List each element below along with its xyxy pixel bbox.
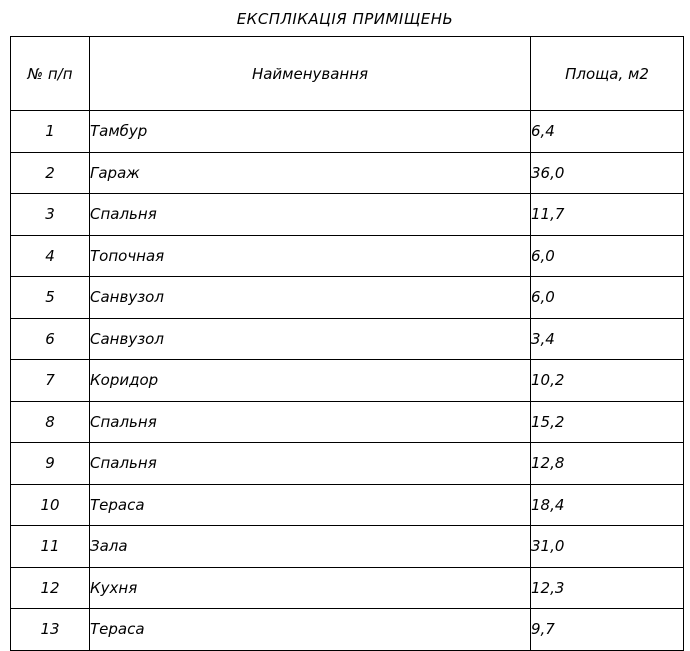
table-row: [11, 152, 684, 194]
room-area: 12,3: [531, 567, 684, 609]
table-row: [11, 235, 684, 277]
row-number: 11: [11, 526, 90, 568]
room-area: 9,7: [531, 609, 684, 651]
table-row: [11, 609, 684, 651]
table-row: [11, 567, 684, 609]
row-number: 12: [11, 567, 90, 609]
row-number: 1: [11, 111, 90, 153]
room-area: 3,4: [531, 318, 684, 360]
room-area: 12,8: [531, 443, 684, 485]
row-number: 13: [11, 609, 90, 651]
column-header-area: Площа, м2: [531, 37, 684, 111]
room-explication-table: [10, 36, 684, 651]
room-name: Спальня: [90, 401, 531, 443]
room-name: Коридор: [90, 360, 531, 402]
row-number: 10: [11, 484, 90, 526]
room-area: 6,0: [531, 235, 684, 277]
room-area: 36,0: [531, 152, 684, 194]
table-row: [11, 111, 684, 153]
room-name: Тераса: [90, 484, 531, 526]
table-title: ЕКСПЛІКАЦІЯ ПРИМІЩЕНЬ: [236, 10, 454, 28]
room-name: Санвузол: [90, 277, 531, 319]
row-number: 2: [11, 152, 90, 194]
room-name: Спальня: [90, 194, 531, 236]
table-header-row: [11, 37, 684, 111]
row-number: 6: [11, 318, 90, 360]
room-name: Тераса: [90, 609, 531, 651]
row-number: 8: [11, 401, 90, 443]
room-name: Гараж: [90, 152, 531, 194]
room-name: Топочная: [90, 235, 531, 277]
table-row: [11, 277, 684, 319]
room-area: 6,4: [531, 111, 684, 153]
room-name: Кухня: [90, 567, 531, 609]
column-header-number: № п/п: [11, 37, 90, 111]
column-header-name: Найменування: [90, 37, 531, 111]
row-number: 5: [11, 277, 90, 319]
table-row: [11, 401, 684, 443]
room-area: 11,7: [531, 194, 684, 236]
room-area: 31,0: [531, 526, 684, 568]
row-number: 3: [11, 194, 90, 236]
room-name: Санвузол: [90, 318, 531, 360]
table-row: [11, 194, 684, 236]
room-name: Зала: [90, 526, 531, 568]
room-area: 10,2: [531, 360, 684, 402]
row-number: 7: [11, 360, 90, 402]
row-number: 4: [11, 235, 90, 277]
table-row: [11, 443, 684, 485]
table-row: [11, 526, 684, 568]
table-row: [11, 484, 684, 526]
row-number: 9: [11, 443, 90, 485]
table-row: [11, 318, 684, 360]
room-area: 6,0: [531, 277, 684, 319]
room-name: Спальня: [90, 443, 531, 485]
table-row: [11, 360, 684, 402]
room-area: 15,2: [531, 401, 684, 443]
room-area: 18,4: [531, 484, 684, 526]
room-name: Тамбур: [90, 111, 531, 153]
